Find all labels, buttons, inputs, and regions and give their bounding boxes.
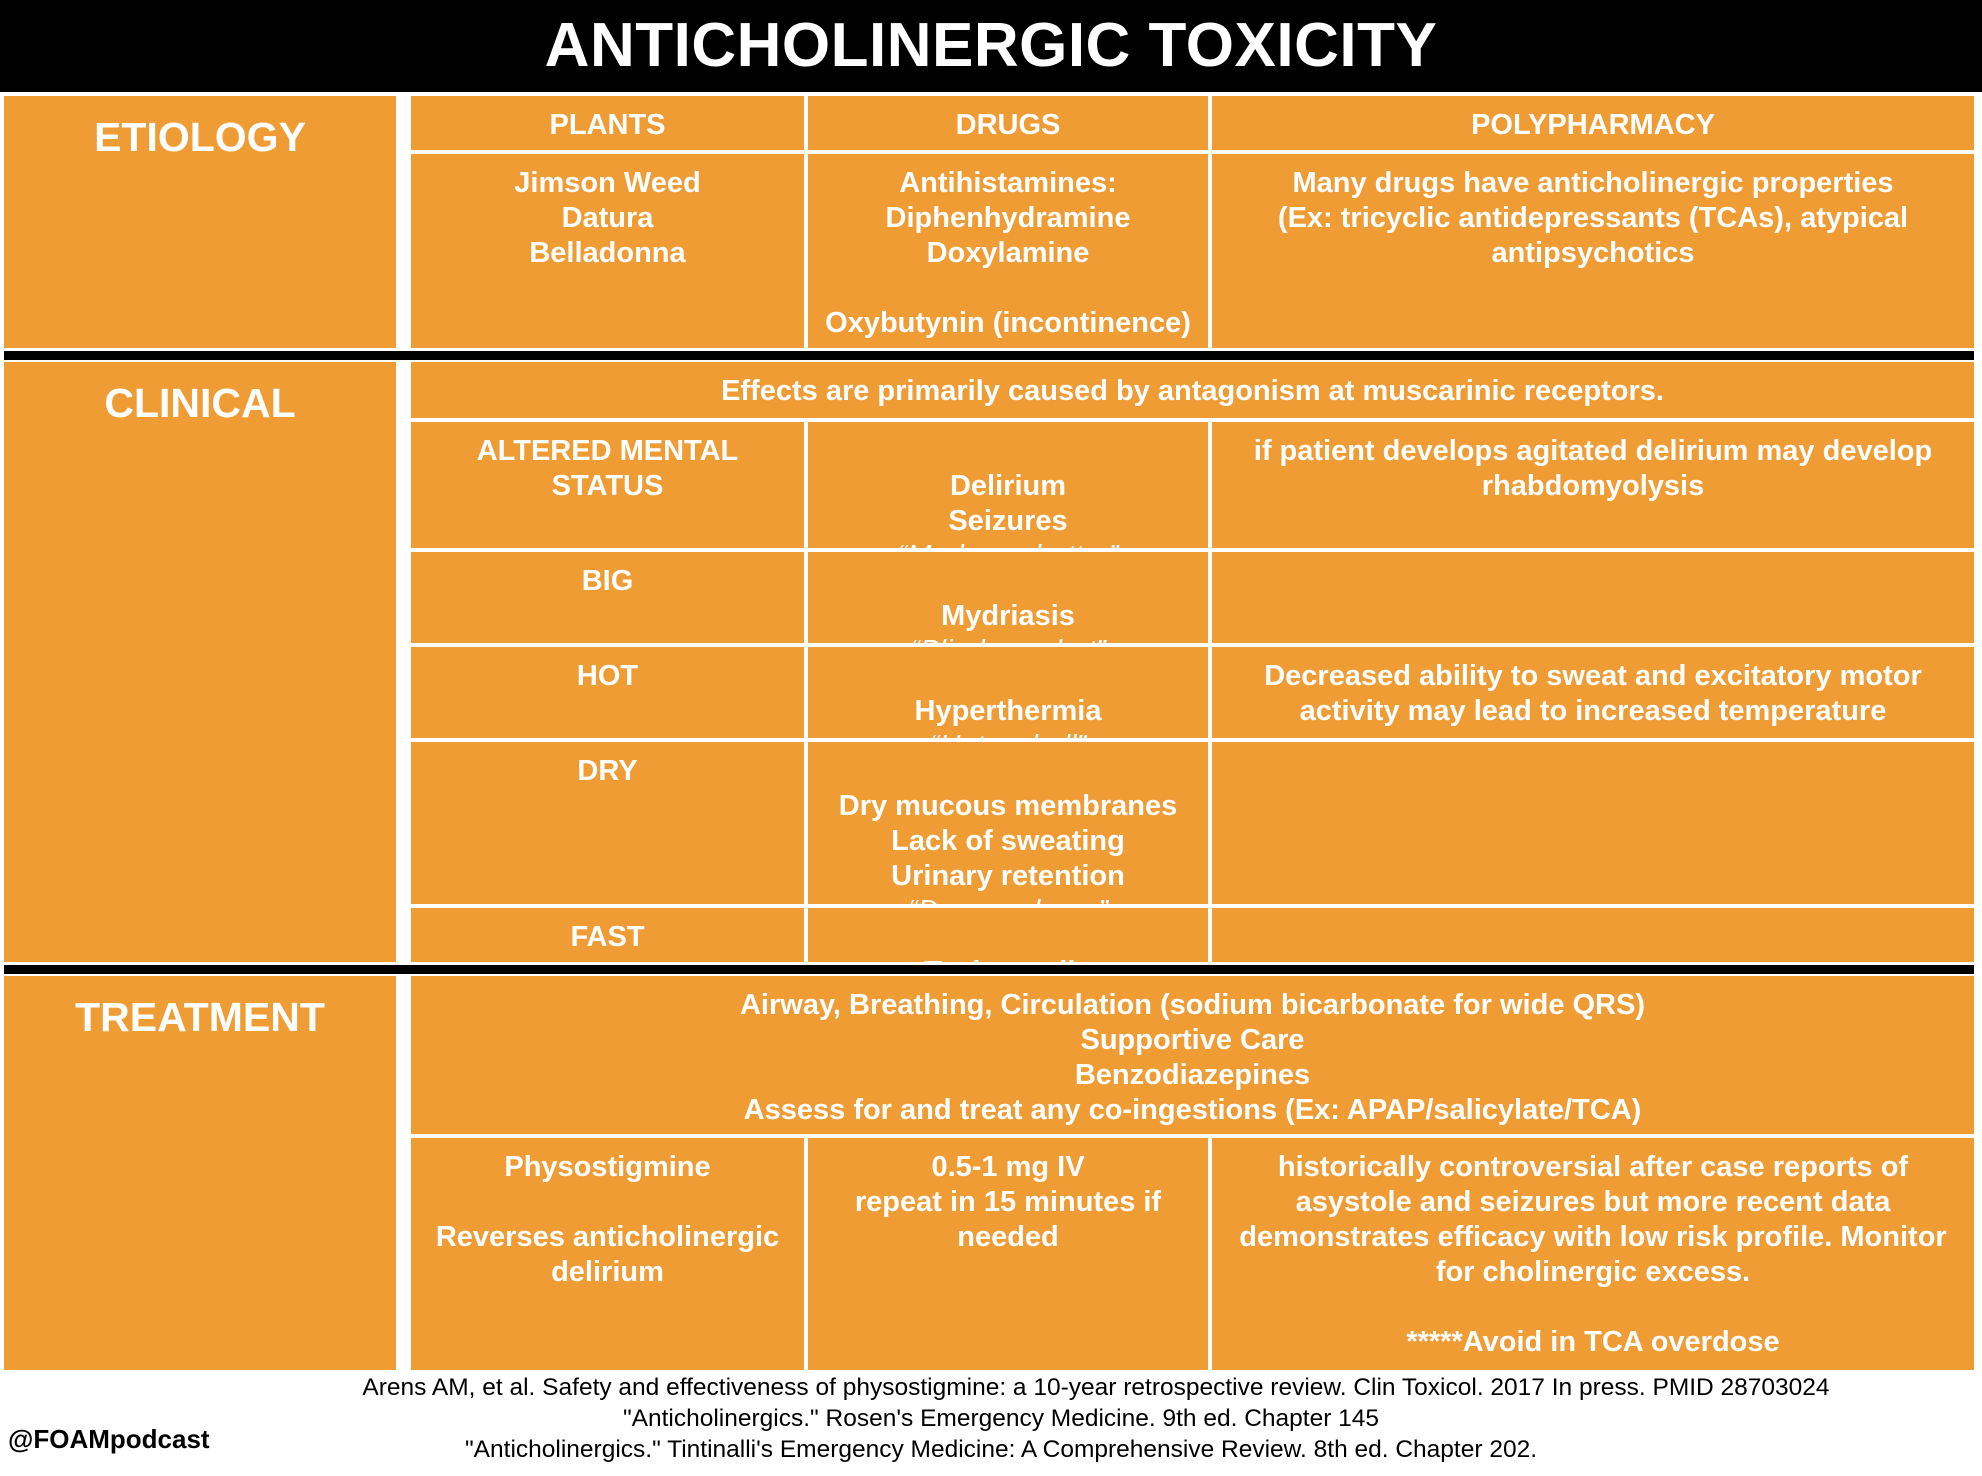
section-divider (4, 351, 1974, 360)
treatment-dose-cell: 0.5-1 mg IV repeat in 15 minutes if needed (808, 1138, 1208, 1370)
page-title: ANTICHOLINERGIC TOXICITY (0, 0, 1982, 92)
clinical-row-findings (808, 552, 1208, 643)
reference-item: "Anticholinergics." Tintinalli's Emergency Medicine: A Comprehensive Review. 8th ed. Chapter 202. (464, 1436, 1538, 1463)
etiology-drugs-cell: Antihistamines: Diphenhydramine Doxylamine Oxybutynin (incontinence) (808, 154, 1208, 348)
header-plants: PLANTS (411, 96, 804, 150)
header-drugs: DRUGS (808, 96, 1208, 150)
clinical-row-findings (808, 742, 1208, 904)
section-label-clinical: CLINICAL (4, 362, 396, 962)
references (0, 1372, 1982, 1465)
clinical-row-findings (808, 422, 1208, 548)
findings-text: Dry mucous membranes Lack of sweating Urinary retention (838, 790, 1178, 892)
clinical-row-name: HOT (411, 647, 804, 738)
clinical-row-note: Decreased ability to sweat and excitatory motor activity may lead to increased temperature (1212, 647, 1974, 738)
findings-text: Mydriasis (941, 600, 1075, 632)
reference-item: "Anticholinergics." Rosen's Emergency Medicine. 9th ed. Chapter 145 (622, 1405, 1380, 1432)
header-polypharmacy: POLYPHARMACY (1212, 96, 1974, 150)
section-divider (4, 965, 1974, 974)
clinical-row-findings (808, 647, 1208, 738)
etiology-polypharmacy-cell: Many drugs have anticholinergic properties (Ex: tricyclic antidepressants (TCAs), atypical antipsychotics (1212, 154, 1974, 348)
footer-handle: @FOAMpodcast (8, 1424, 210, 1454)
clinical-row-note: if patient develops agitated delirium may develop rhabdomyolysis (1212, 422, 1974, 548)
treatment-drug-cell: Physostigmine Reverses anticholinergic delirium (411, 1138, 804, 1370)
clinical-intro: Effects are primarily caused by antagonism at muscarinic receptors. (411, 362, 1974, 418)
clinical-row-note (1212, 908, 1974, 962)
clinical-row-findings (808, 908, 1208, 962)
findings-text: Hyperthermia (914, 695, 1102, 727)
reference-item: Arens AM, et al. Safety and effectiveness of physostigmine: a 10-year retrospective review. Clin Toxicol. 2017 In press. PMID 28703024 (362, 1374, 1830, 1401)
clinical-row-name: ALTERED MENTAL STATUS (411, 422, 804, 548)
section-label-treatment: TREATMENT (4, 976, 396, 1370)
clinical-row-note (1212, 552, 1974, 643)
treatment-general: Airway, Breathing, Circulation (sodium bicarbonate for wide QRS) Supportive Care Benzodiazepines Assess for and treat any co-ingestions (Ex: APAP/salicylate/TCA) (411, 976, 1974, 1134)
clinical-row-note (1212, 742, 1974, 904)
section-label-etiology: ETIOLOGY (4, 96, 396, 348)
clinical-row-name: FAST (411, 908, 804, 962)
clinical-row-name: BIG (411, 552, 804, 643)
treatment-note-cell: historically controversial after case reports of asystole and seizures but more recent data demonstrates efficacy with low risk profile. Monitor for cholinergic excess. *****Avoid in TCA overdose (1212, 1138, 1974, 1370)
etiology-plants-cell: Jimson Weed Datura Belladonna (411, 154, 804, 348)
findings-text: Delirium Seizures (948, 470, 1068, 537)
clinical-row-name: DRY (411, 742, 804, 904)
